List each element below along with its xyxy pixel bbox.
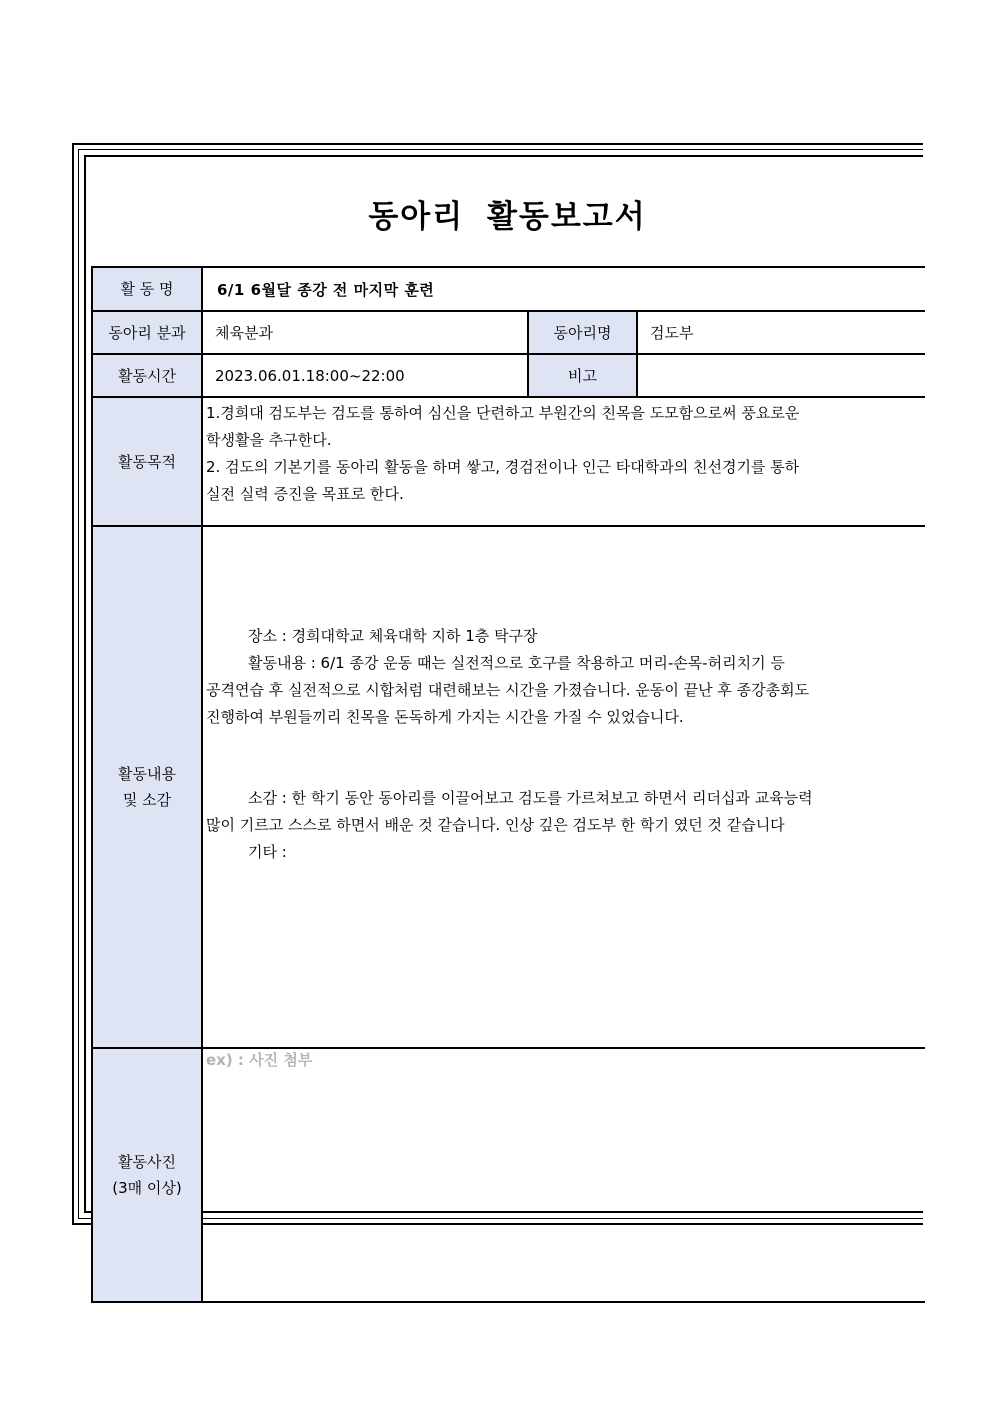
activity-time-label: 활동시간	[92, 354, 202, 397]
photo-label-line1: 활동사진	[118, 1153, 176, 1171]
content-text[interactable]	[202, 526, 925, 1048]
place-line: 장소 : 경희대학교 체육대학 지하 1층 탁구장	[248, 627, 538, 645]
purpose-line: 학생활을 추구한다.	[206, 431, 332, 449]
detail-line: 공격연습 후 실전적으로 시합처럼 대련해보는 시간을 가졌습니다. 운동이 끝난 후 종강총회도	[206, 681, 810, 699]
etc-line: 기타 :	[248, 843, 287, 861]
content-row	[92, 526, 925, 1048]
club-name-label: 동아리명	[528, 311, 637, 354]
purpose-line: 2. 검도의 기본기를 동아리 활동을 하며 쌓고, 경검전이나 인근 타대학과의 친선경기를 통하	[206, 458, 800, 476]
content-label	[92, 526, 202, 1048]
club-division-label: 동아리 분과	[92, 311, 202, 354]
impression-line: 많이 기르고 스스로 하면서 배운 것 같습니다. 인상 깊은 검도부 한 학기 였던 것 같습니다	[206, 816, 785, 834]
content-label-line2: 및 소감	[122, 791, 172, 809]
purpose-label: 활동목적	[92, 397, 202, 526]
note-value[interactable]	[637, 354, 925, 397]
time-row	[92, 354, 925, 397]
activity-name-value[interactable]: 6/1 6월달 종강 전 마지막 훈련	[202, 267, 925, 311]
purpose-line: 실전 실력 증진을 목표로 한다.	[206, 485, 404, 503]
photo-row	[92, 1048, 925, 1302]
photo-hint: ex) : 사진 첨부	[206, 1051, 313, 1069]
purpose-text[interactable]	[202, 397, 925, 526]
photo-area[interactable]	[202, 1048, 925, 1302]
club-row	[92, 311, 925, 354]
activity-name-row	[92, 267, 925, 311]
purpose-line: 1.경희대 검도부는 검도를 통하여 심신을 단련하고 부원간의 친목을 도모함으로써 풍요로운	[206, 404, 800, 422]
photo-label-line2: (3매 이상)	[112, 1179, 182, 1197]
report-table	[91, 266, 925, 1303]
content-label-line1: 활동내용	[118, 765, 176, 783]
note-label: 비고	[528, 354, 637, 397]
activity-time-value[interactable]: 2023.06.01.18:00~22:00	[202, 354, 528, 397]
spacer	[206, 731, 925, 785]
detail-line: 활동내용 : 6/1 종강 운동 때는 실전적으로 호구를 착용하고 머리-손목-허리치기 등	[248, 654, 785, 672]
club-name-value[interactable]: 검도부	[637, 311, 925, 354]
purpose-row	[92, 397, 925, 526]
club-division-value[interactable]: 체육분과	[202, 311, 528, 354]
impression-line: 소감 : 한 학기 동안 동아리를 이끌어보고 검도를 가르쳐보고 하면서 리더십과 교육능력	[248, 789, 813, 807]
report-title: 동아리 활동보고서	[368, 198, 647, 235]
photo-label	[92, 1048, 202, 1302]
detail-line: 진행하여 부원들끼리 친목을 돈독하게 가지는 시간을 가질 수 있었습니다.	[206, 708, 684, 726]
activity-name-label: 활 동 명	[92, 267, 202, 311]
